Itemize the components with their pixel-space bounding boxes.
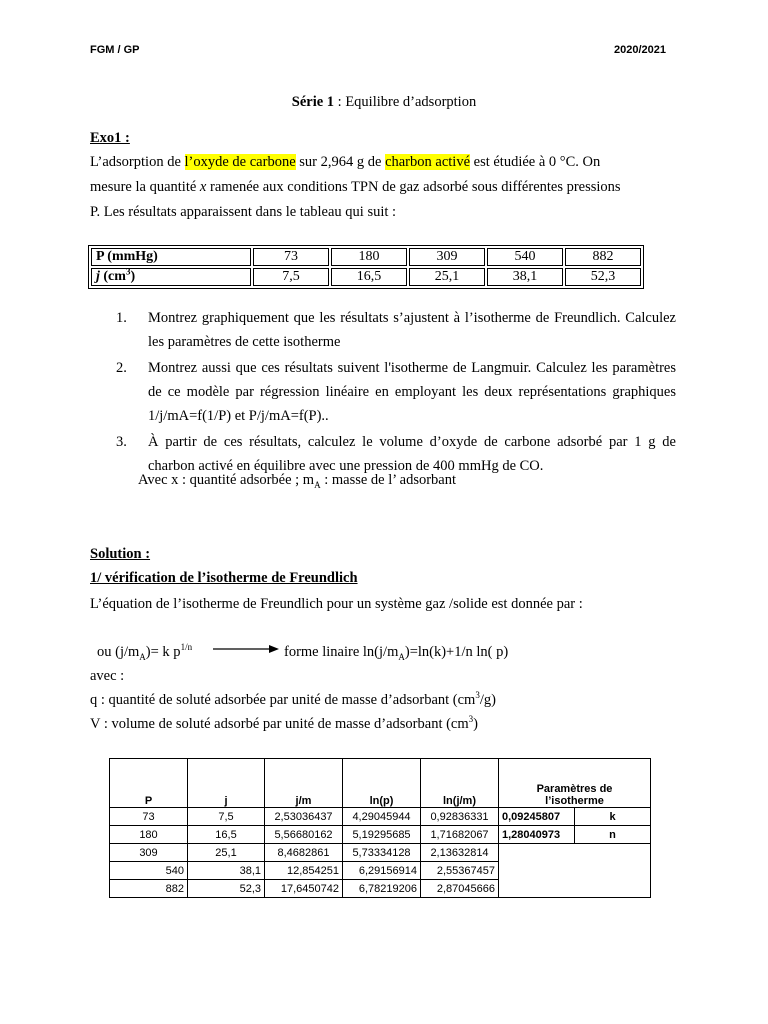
results-table [109, 758, 651, 898]
param-name-k: k [575, 808, 651, 826]
avec-text-a: Avec x : quantité adsorbée ; m [138, 472, 315, 488]
equation-intro: L’équation de l’isotherme de Freundlich pour un système gaz /solide est donnée par : [90, 596, 583, 612]
q-definition [90, 688, 496, 713]
table-cell: 1,71682067 [421, 826, 499, 844]
table-cell: 25,1 [409, 268, 485, 286]
table-cell: 309 [110, 844, 188, 862]
avec-label: avec : [90, 668, 125, 684]
line2-x: x [199, 179, 207, 195]
label-unit: (cm [99, 269, 126, 284]
line2-text-a: mesure la quantité [90, 179, 200, 195]
v-sup: 3 [468, 714, 474, 725]
table-cell: 7,5 [188, 808, 265, 826]
table-cell: 38,1 [188, 862, 265, 880]
table-header-row [110, 759, 651, 808]
intro-text-2: sur 2,964 g de [295, 154, 386, 170]
linear-form [284, 640, 508, 665]
table-cell: 6,78219206 [343, 880, 421, 898]
label-j: j [96, 269, 100, 284]
table-cell: 5,19295685 [343, 826, 421, 844]
header-right: 2020/2021 [614, 44, 666, 56]
intro-text-3: est étudiée à 0 °C. On [470, 154, 601, 170]
exo1-line-2 [90, 175, 690, 200]
row-label-j [91, 268, 251, 286]
arrow-right-icon [213, 643, 279, 655]
table-cell: 25,1 [188, 844, 265, 862]
table-cell: 882 [110, 880, 188, 898]
question-number: 2. [116, 360, 127, 376]
row-label-p: P (mmHg) [91, 248, 251, 266]
title-sep: : [334, 94, 346, 110]
highlight-oxyde: l’oxyde de carbone [184, 154, 296, 170]
column-header: j/m [265, 759, 343, 808]
solution-subheading: 1/ vérification de l’isotherme de Freundlich [90, 570, 358, 586]
table-cell: 38,1 [487, 268, 563, 286]
table-cell: 2,55367457 [421, 862, 499, 880]
question-text: Montrez graphiquement que les résultats s’ajustent à l’isotherme de Freundlich. Calculez les paramètres de cette isotherme [148, 310, 676, 350]
question-list [116, 306, 676, 480]
q-text-b: /g) [479, 692, 496, 708]
empty-params-area [499, 844, 651, 898]
highlight-charbon: charbon activé [385, 154, 471, 170]
table-row [110, 808, 651, 826]
column-header-params: Paramètres de l’isotherme [499, 759, 651, 808]
data-table [88, 245, 644, 289]
question-number: 1. [116, 310, 127, 326]
question-text: Montrez aussi que ces résultats suivent l'isotherme de Langmuir. Calculez les paramètres de ce modèle par régression linéaire en employant les deux représentations graphiques 1/j/mA=f(1/P) et P/j/mA=f(P).. [148, 360, 676, 424]
exo1-heading: Exo1 : [90, 130, 130, 146]
title-text: Equilibre d’adsorption [345, 94, 477, 110]
question-2 [116, 356, 676, 428]
table-row [91, 248, 641, 266]
v-definition [90, 712, 478, 737]
page-title [0, 90, 768, 115]
table-cell: 0,92836331 [421, 808, 499, 826]
question-text: À partir de ces résultats, calculez le volume d’oxyde de carbone adsorbé par 1 g de charbon activé en équilibre avec une pression de 400 mmHg de CO. [148, 434, 676, 474]
eq-text-b: )= k p [145, 644, 181, 660]
solution-heading: Solution : [90, 546, 151, 562]
table-cell: 7,5 [253, 268, 329, 286]
table-cell: 16,5 [331, 268, 407, 286]
header-left: FGM / GP [90, 44, 140, 56]
title-serie: Série 1 [291, 94, 335, 110]
table-cell: 16,5 [188, 826, 265, 844]
linear-text: forme linaire ln(j/m [284, 644, 399, 660]
table-cell: 5,56680162 [265, 826, 343, 844]
column-header: ln(p) [343, 759, 421, 808]
column-header: ln(j/m) [421, 759, 499, 808]
column-header: j [188, 759, 265, 808]
linear-sub: A [398, 651, 405, 662]
line2-text-b: ramenée aux conditions TPN de gaz adsorbé sous différentes pressions [206, 179, 621, 195]
table-cell: 2,13632814 [421, 844, 499, 862]
avec-text-b: : masse de l’ adsorbant [320, 472, 457, 488]
param-name-n: n [575, 826, 651, 844]
label-sup: 3 [125, 266, 131, 277]
table-cell: 180 [110, 826, 188, 844]
intro-text-1: L’adsorption de [90, 154, 185, 170]
eq-sub: A [139, 651, 146, 662]
linear-text-end: )=ln(k)+1/n ln( p) [404, 644, 509, 660]
table-cell: 882 [565, 248, 641, 266]
exo1-line-1 [90, 150, 690, 175]
v-text-b: ) [473, 716, 478, 732]
table-cell: 180 [331, 248, 407, 266]
table-cell: 540 [487, 248, 563, 266]
avec-line [138, 468, 456, 493]
table-cell: 540 [110, 862, 188, 880]
table-cell: 17,6450742 [265, 880, 343, 898]
param-value-n: 1,28040973 [499, 826, 575, 844]
param-value-k: 0,09245807 [499, 808, 575, 826]
table-cell: 52,3 [565, 268, 641, 286]
avec-sub: A [314, 479, 321, 490]
table-cell: 8,4682861 [265, 844, 343, 862]
table-cell: 2,87045666 [421, 880, 499, 898]
table-cell: 4,29045944 [343, 808, 421, 826]
table-row [91, 268, 641, 286]
table-cell: 73 [110, 808, 188, 826]
table-cell: 12,854251 [265, 862, 343, 880]
exo1-paragraph [90, 150, 690, 225]
table-cell: 2,53036437 [265, 808, 343, 826]
question-number: 3. [116, 434, 127, 450]
table-cell: 52,3 [188, 880, 265, 898]
q-text-a: q : quantité de soluté adsorbée par unité de masse d’adsorbant (cm [90, 692, 476, 708]
eq-sup: 1/n [180, 642, 193, 653]
label-end: ) [130, 269, 136, 284]
q-sup: 3 [475, 690, 480, 701]
table-row [110, 844, 651, 862]
column-header: P [110, 759, 188, 808]
table-row [110, 826, 651, 844]
eq-text-a: ou (j/m [97, 644, 140, 660]
v-text-a: V : volume de soluté adsorbé par unité de masse d’adsorbant (cm [90, 716, 469, 732]
table-cell: 73 [253, 248, 329, 266]
table-cell: 6,29156914 [343, 862, 421, 880]
table-cell: 5,73334128 [343, 844, 421, 862]
question-1 [116, 306, 676, 354]
exo1-line-3: P. Les résultats apparaissent dans le tableau qui suit : [90, 204, 397, 220]
table-cell: 309 [409, 248, 485, 266]
